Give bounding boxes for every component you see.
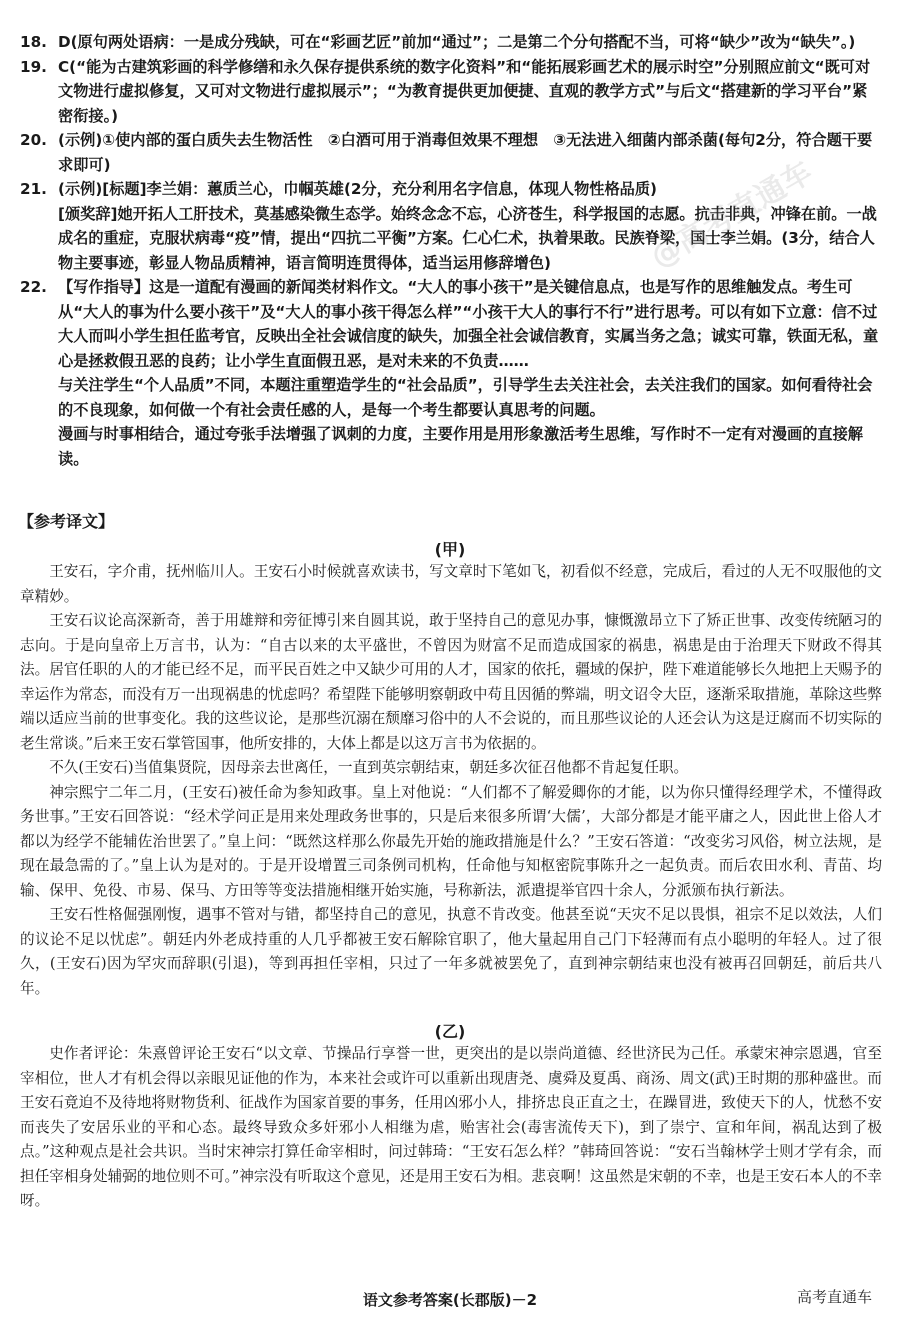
question-number: 18.: [20, 33, 47, 51]
translation-paragraph: 王安石议论高深新奇，善于用雄辩和旁征博引来自圆其说，敢于坚持自己的意见办事，慷慨激昂立下了矫正世事、改变传统陋习的志向。于是向皇帝上万言书，认为：“自古以来的太平盛世，不曾因为财富不足而造成国家的祸患，祸患是由于治理天下财政不得其法。居官任职的人的才能已经不足，而平民百姓之中又缺少可用的人才，国家的依托，疆域的保护，陛下难道能够长久地把上天赐予的幸运作为常态，而没有万一出现祸患的忧虑吗？希望陛下能够明察朝政中苟且因循的弊端，明文诏令大臣，逐渐采取措施，革除这些弊端以适应当前的世事变化。我的这些议论，是那些沉溺在颓靡习俗中的人不会说的，而且那些议论的人还会认为这是迂腐而不切实际的老生常谈。”后来王安石掌管国事，他所安排的，大体上都是以这万言书为依据的。: [20, 612, 882, 752]
section-a-text: [20, 560, 882, 1001]
answer-list: [20, 30, 882, 471]
translation-paragraph: 王安石，字介甫，抚州临川人。王安石小时候就喜欢读书，写文章时下笔如飞，初看似不经意，完成后，看过的人无不叹服他的文章精妙。: [20, 563, 882, 605]
section-a-title: (甲): [434, 540, 466, 559]
source-logo: 高考直通车: [796, 1288, 872, 1306]
translation-paragraph: 史作者评论：朱熹曾评论王安石“以文章、节操品行享誉一世，更突出的是以崇尚道德、经世济民为己任。承蒙宋神宗恩遇，官至宰相位，世人才有机会得以亲眼见证他的作为，本来社会或许可以重新出现唐尧、虞舜及夏禹、商汤、周文(武)王时期的那种盛世。而王安石竟迫不及待地将财物货利、征战作为国家首要的事务，任用凶邪小人，排挤忠良正直之士，在躁冒进，致使天下的人，忧愁不安而丧失了安居乐业的平和心态。最终导致众多奸邪小人相继为虐，贻害社会(毒害流传天下)，到了崇宁、宣和年间，祸乱达到了极点。”这种观点是社会共识。当时宋神宗打算任命宰相时，问过韩琦：“王安石怎么样？”韩琦回答说：“安石当翰林学士则才学有余，而担任宰相身处辅弼的地位则不可。”神宗没有听取这个意见，还是用王安石为相。悲哀啊！这虽然是宋朝的不幸，也是王安石本人的不幸呀。: [20, 1045, 882, 1209]
answer-text: D(原句两处语病：一是成分残缺，可在“彩画艺匠”前加“通过”；二是第二个分句搭配不当，可将“缺少”改为“缺失”。): [58, 33, 856, 51]
answer-title-line: (示例)[标题]李兰娟：蕙质兰心，巾帼英雄(2分，充分利用名字信息，体现人物性格品质): [58, 180, 657, 198]
section-b-text: [20, 1042, 882, 1214]
writing-guide-2: 与关注学生“个人品质”不同，本题注重塑造学生的“社会品质”，引导学生去关注社会，去关注我们的国家。如何看待社会的不良现象，如何做一个有社会责任感的人，是每一个考生都要认真思考的问题。: [58, 376, 873, 419]
translation-paragraph: 神宗熙宁二年二月，(王安石)被任命为参知政事。皇上对他说：“人们都不了解爱卿你的才能，以为你只懂得经理学术，不懂得政务世事。”王安石回答说：“经术学问正是用来处理政务世事的，只是后来很多所谓‘大儒’，大部分都是才能平庸之人，因此世上俗人才都以为经学不能辅佐治世罢了。”皇上问：“既然这样那么你最先开始的施政措施是什么？”王安石答道：“改变劣习风俗，树立法规，是现在最急需的了。”皇上认为是对的。于是开设增置三司条例司机构，任命他与知枢密院事陈升之一起负责。而后农田水利、青苗、均输、保甲、免役、市易、保马、方田等等变法措施相继开始实施，号称新法，派遣提举官四十余人，分派颁布执行新法。: [20, 783, 882, 899]
answer-item-19: [20, 55, 882, 129]
answer-item-22: [20, 275, 882, 471]
translation-paragraph: 王安石性格倔强刚愎，遇事不管对与错，都坚持自己的意见，执意不肯改变。他甚至说“天灾不足以畏惧，祖宗不足以效法，人们的议论不足以忧虑”。朝廷内外老成持重的人几乎都被王安石解除官职了，他大量起用自己门下轻薄而有点小聪明的年轻人。过了很久，(王安石)因为罕灾而辞职(引退)，等到再担任宰相，只过了一年多就被罢免了，直到神宗朝结束也没有被再召回朝廷，前后共八年。: [20, 906, 882, 997]
writing-guide-3: 漫画与时事相结合，通过夸张手法增强了讽刺的力度，主要作用是用形象激活考生思维，写作时不一定有对漫画的直接解读。: [58, 425, 863, 468]
writing-guide: 【写作指导】这是一道配有漫画的新闻类材料作文。“大人的事小孩干”是关键信息点，也是写作的思维触发点。考生可从“大人的事为什么要小孩干”及“大人的事小孩干得怎么样”“小孩干大人的事行不行”进行思考。可以有如下立意：信不过大人而叫小学生担任监考官，反映出全社会诚信度的缺失，加强全社会诚信教育，实属当务之急；诚实可靠，铁面无私，童心是拯救假丑恶的良药；让小学生直面假丑恶，是对未来的不负责……: [58, 278, 879, 370]
answer-text: C(“能为古建筑彩画的科学修缮和永久保存提供系统的数字化资料”和“能拓展彩画艺术的展示时空”分别照应前文“既可对文物进行虚拟修复，又可对文物进行虚拟展示”；“为教育提供更加便捷、直观的教学方式”与后文“搭建新的学习平台”紧密衔接。): [58, 57, 871, 125]
page-footer: 语文参考答案(长郡版)－2: [362, 1291, 538, 1309]
reference-translation-title: 【参考译文】: [18, 512, 115, 531]
question-number: 21.: [20, 180, 47, 198]
section-b-title: (乙): [434, 1022, 466, 1041]
answer-award-speech: [颁奖辞]她开拓人工肝技术，莫基感染微生态学。始终念念不忘，心济苍生，科学报国的志愿。抗击非典，冲锋在前。一战成名的重症，克服状病毒“疫”情，提出“四抗二平衡”方案。仁心仁术，执着果敢。民族脊梁，国士李兰娟。(3分，结合人物主要事迹，彰显人物品质精神，语言简明连贯得体，适当运用修辞增色): [58, 204, 877, 272]
watermark: @高考直通车: [645, 154, 819, 276]
answer-item-20: [20, 128, 882, 177]
answer-text: (示例)①使内部的蛋白质失去生物活性 ②白酒可用于消毒但效果不理想 ③无法进入细菌内部杀菌(每句2分，符合题干要求即可): [58, 131, 873, 174]
answer-item-18: [20, 30, 882, 55]
question-number: 22.: [20, 278, 47, 296]
question-number: 19.: [20, 57, 47, 76]
question-number: 20.: [20, 131, 47, 149]
translation-paragraph: 不久(王安石)当值集贤院，因母亲去世离任，一直到英宗朝结束，朝廷多次征召他都不肯起复任职。: [49, 759, 689, 776]
